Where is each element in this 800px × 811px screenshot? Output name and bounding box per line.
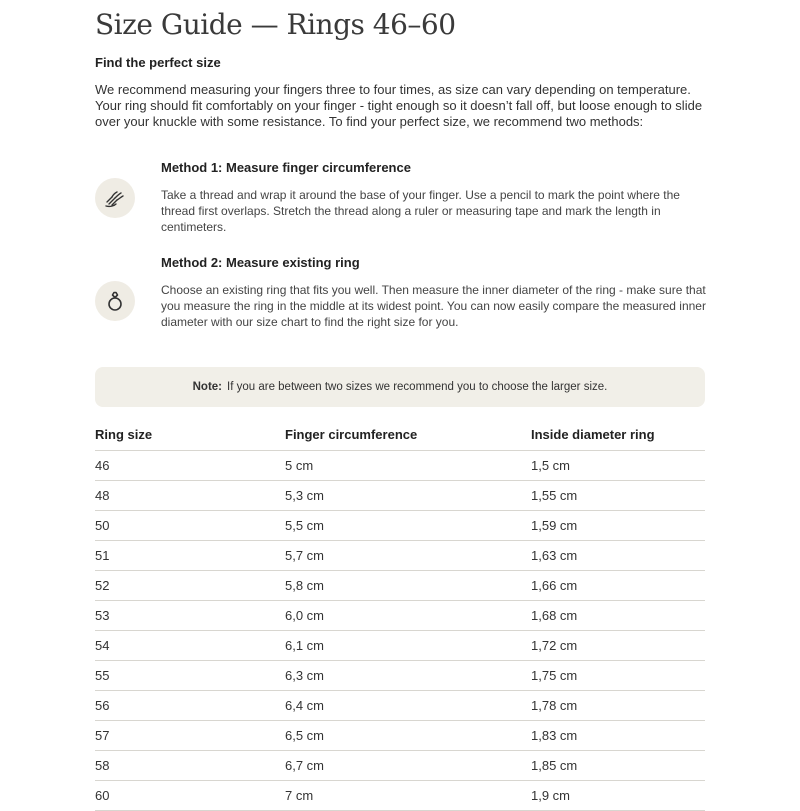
table-row xyxy=(95,601,705,631)
method-2-text: Choose an existing ring that fits you well. Then measure the inner diameter of the ring - make sure that you measure the ring in the middle at its widest point. You can now easily compare the measured inner diameter with our size chart to find the right size for you. xyxy=(161,283,706,329)
cell-diameter: 1,75 cm xyxy=(531,661,705,691)
table-header-row xyxy=(95,418,705,451)
page-title: Size Guide — Rings 46–60 xyxy=(95,8,456,41)
cell-circumference: 5,8 cm xyxy=(285,571,531,601)
section-subtitle: Find the perfect size xyxy=(95,55,221,70)
cell-ring-size: 53 xyxy=(95,601,285,631)
cell-circumference: 6,1 cm xyxy=(285,631,531,661)
table-row xyxy=(95,511,705,541)
cell-diameter: 1,85 cm xyxy=(531,751,705,781)
cell-ring-size: 60 xyxy=(95,781,285,811)
table-row xyxy=(95,781,705,811)
cell-diameter: 1,66 cm xyxy=(531,571,705,601)
cell-diameter: 1,55 cm xyxy=(531,481,705,511)
header-ring-size: Ring size xyxy=(95,418,285,451)
cell-ring-size: 55 xyxy=(95,661,285,691)
cell-circumference: 5,5 cm xyxy=(285,511,531,541)
cell-diameter: 1,78 cm xyxy=(531,691,705,721)
cell-ring-size: 46 xyxy=(95,451,285,481)
cell-diameter: 1,5 cm xyxy=(531,451,705,481)
cell-diameter: 1,9 cm xyxy=(531,781,705,811)
cell-circumference: 5,3 cm xyxy=(285,481,531,511)
note-text: If you are between two sizes we recommend you to choose the larger size. xyxy=(227,381,608,393)
intro-paragraph: We recommend measuring your fingers three to four times, as size can vary depending on temperature. Your ring should fit comfortably on your finger - tight enough so it doesn’t fall off, but loose enough to slide over your knuckle with some resistance. To find your perfect size, we recommend two methods: xyxy=(95,82,703,129)
table-row xyxy=(95,451,705,481)
cell-ring-size: 48 xyxy=(95,481,285,511)
cell-diameter: 1,72 cm xyxy=(531,631,705,661)
cell-circumference: 5,7 cm xyxy=(285,541,531,571)
cell-ring-size: 50 xyxy=(95,511,285,541)
cell-circumference: 6,4 cm xyxy=(285,691,531,721)
ring-icon xyxy=(95,281,135,321)
size-table xyxy=(95,418,705,811)
cell-ring-size: 56 xyxy=(95,691,285,721)
table-row xyxy=(95,751,705,781)
table-row xyxy=(95,631,705,661)
cell-diameter: 1,68 cm xyxy=(531,601,705,631)
cell-diameter: 1,59 cm xyxy=(531,511,705,541)
hand-icon xyxy=(95,178,135,218)
cell-ring-size: 51 xyxy=(95,541,285,571)
header-inside-diameter: Inside diameter ring xyxy=(531,418,705,451)
method-1-text: Take a thread and wrap it around the base of your finger. Use a pencil to mark the point where the thread first overlaps. Stretch the thread along a ruler or measuring tape and mark the length in centimeters. xyxy=(161,188,680,234)
cell-circumference: 7 cm xyxy=(285,781,531,811)
cell-ring-size: 57 xyxy=(95,721,285,751)
cell-ring-size: 58 xyxy=(95,751,285,781)
method-2-title: Method 2: Measure existing ring xyxy=(161,255,360,270)
cell-circumference: 6,3 cm xyxy=(285,661,531,691)
note-box xyxy=(95,367,705,407)
cell-circumference: 6,5 cm xyxy=(285,721,531,751)
table-row xyxy=(95,481,705,511)
table-row xyxy=(95,691,705,721)
cell-ring-size: 52 xyxy=(95,571,285,601)
method-2 xyxy=(95,255,715,330)
table-row xyxy=(95,661,705,691)
table-row xyxy=(95,541,705,571)
cell-circumference: 6,0 cm xyxy=(285,601,531,631)
note-label: Note: xyxy=(192,381,223,393)
method-1 xyxy=(95,160,715,234)
cell-circumference: 6,7 cm xyxy=(285,751,531,781)
method-1-title: Method 1: Measure finger circumference xyxy=(161,160,411,175)
cell-diameter: 1,63 cm xyxy=(531,541,705,571)
header-finger-circumference: Finger circumference xyxy=(285,418,531,451)
table-row xyxy=(95,721,705,751)
cell-circumference: 5 cm xyxy=(285,451,531,481)
cell-diameter: 1,83 cm xyxy=(531,721,705,751)
table-row xyxy=(95,571,705,601)
cell-ring-size: 54 xyxy=(95,631,285,661)
